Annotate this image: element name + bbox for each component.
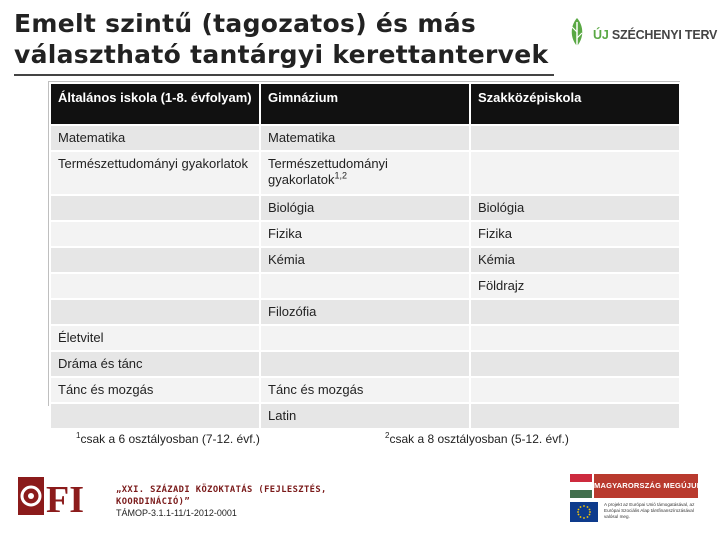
table-cell: Matematika bbox=[50, 125, 260, 151]
table-cell bbox=[470, 299, 680, 325]
table-cell bbox=[470, 325, 680, 351]
table-row bbox=[50, 247, 680, 273]
page-title-line-2: választható tantárgyi kerettantervek bbox=[14, 40, 549, 69]
table-cell: Filozófia bbox=[260, 299, 470, 325]
table-cell bbox=[260, 351, 470, 377]
eu-support-text: A projekt az Európai Unió támogatásával, az Európai Szociális Alap társfinanszírozásával valósul meg. bbox=[604, 502, 695, 519]
table-row bbox=[50, 195, 680, 221]
table-cell bbox=[470, 377, 680, 403]
project-title-line-1: „XXI. SZÁZADI KÖZOKTATÁS (FEJLESZTÉS, bbox=[116, 485, 327, 495]
table-cell bbox=[50, 221, 260, 247]
table-row bbox=[50, 325, 680, 351]
table-row bbox=[50, 351, 680, 377]
header-altalanos-iskola: Általános iskola (1-8. évfolyam) bbox=[50, 83, 260, 125]
szechenyi-prefix: ÚJ bbox=[593, 28, 609, 42]
table-cell bbox=[50, 195, 260, 221]
table-cell: Dráma és tánc bbox=[50, 351, 260, 377]
footnote-1 bbox=[76, 432, 260, 446]
table-cell: Életvitel bbox=[50, 325, 260, 351]
table-row bbox=[50, 377, 680, 403]
svg-text:FI: FI bbox=[46, 479, 84, 517]
project-title-line-2: KOORDINÁCIÓ)” bbox=[116, 497, 191, 507]
table-cell bbox=[260, 325, 470, 351]
table-cell: Tánc és mozgás bbox=[260, 377, 470, 403]
table-cell bbox=[260, 273, 470, 299]
table-row bbox=[50, 273, 680, 299]
szechenyi-leaf-icon bbox=[566, 16, 588, 52]
table-cell: Biológia bbox=[470, 195, 680, 221]
szechenyi-name: SZÉCHENYI TERV bbox=[611, 28, 718, 42]
footnote-1-marker: 1 bbox=[76, 431, 81, 440]
table-cell: Természettudományi gyakorlatok bbox=[50, 151, 260, 195]
table-cell-text: Természettudományi gyakorlatok bbox=[268, 156, 388, 187]
project-title bbox=[116, 484, 327, 508]
table-cell: Matematika bbox=[260, 125, 470, 151]
footnote-marker: 1,2 bbox=[334, 170, 347, 181]
table-row bbox=[50, 151, 680, 195]
page-title-line-1: Emelt szintű (tagozatos) és más bbox=[14, 9, 477, 38]
table-cell: Biológia bbox=[260, 195, 470, 221]
table-cell bbox=[260, 151, 470, 195]
footnote-2 bbox=[385, 432, 569, 446]
magyarorszag-megujul-banner: MAGYARORSZÁG MEGÚJUL bbox=[594, 474, 698, 498]
header-gimnazium: Gimnázium bbox=[260, 83, 470, 125]
table-cell bbox=[470, 351, 680, 377]
szechenyi-terv-logo bbox=[566, 16, 718, 56]
table-row bbox=[50, 125, 680, 151]
table-row bbox=[50, 221, 680, 247]
table-cell bbox=[470, 151, 680, 195]
table-cell: Fizika bbox=[470, 221, 680, 247]
project-code: TÁMOP-3.1.1-11/1-2012-0001 bbox=[116, 508, 237, 518]
footnote-2-text: csak a 8 osztályosban (5-12. évf.) bbox=[389, 432, 569, 446]
table-header-row bbox=[50, 83, 680, 125]
table-cell bbox=[50, 247, 260, 273]
header-szakkozepiskola: Szakközépiskola bbox=[470, 83, 680, 125]
table-cell: Kémia bbox=[260, 247, 470, 273]
table-cell: Tánc és mozgás bbox=[50, 377, 260, 403]
table-cell bbox=[470, 403, 680, 429]
hungarian-flag-icon bbox=[570, 474, 592, 498]
page-title bbox=[14, 8, 554, 70]
table-row bbox=[50, 403, 680, 429]
footnote-1-text: csak a 6 osztályosban (7-12. évf.) bbox=[80, 432, 260, 446]
table-cell: Kémia bbox=[470, 247, 680, 273]
curriculum-table bbox=[49, 82, 681, 430]
table-row bbox=[50, 299, 680, 325]
table-cell: Földrajz bbox=[470, 273, 680, 299]
table-cell bbox=[470, 125, 680, 151]
table-cell: Fizika bbox=[260, 221, 470, 247]
footnote-2-marker: 2 bbox=[385, 431, 390, 440]
table-cell bbox=[50, 299, 260, 325]
ofi-logo bbox=[16, 475, 102, 517]
eu-flag-icon bbox=[570, 502, 598, 522]
table-cell bbox=[50, 273, 260, 299]
title-divider bbox=[14, 74, 554, 76]
table-cell: Latin bbox=[260, 403, 470, 429]
table-cell bbox=[50, 403, 260, 429]
